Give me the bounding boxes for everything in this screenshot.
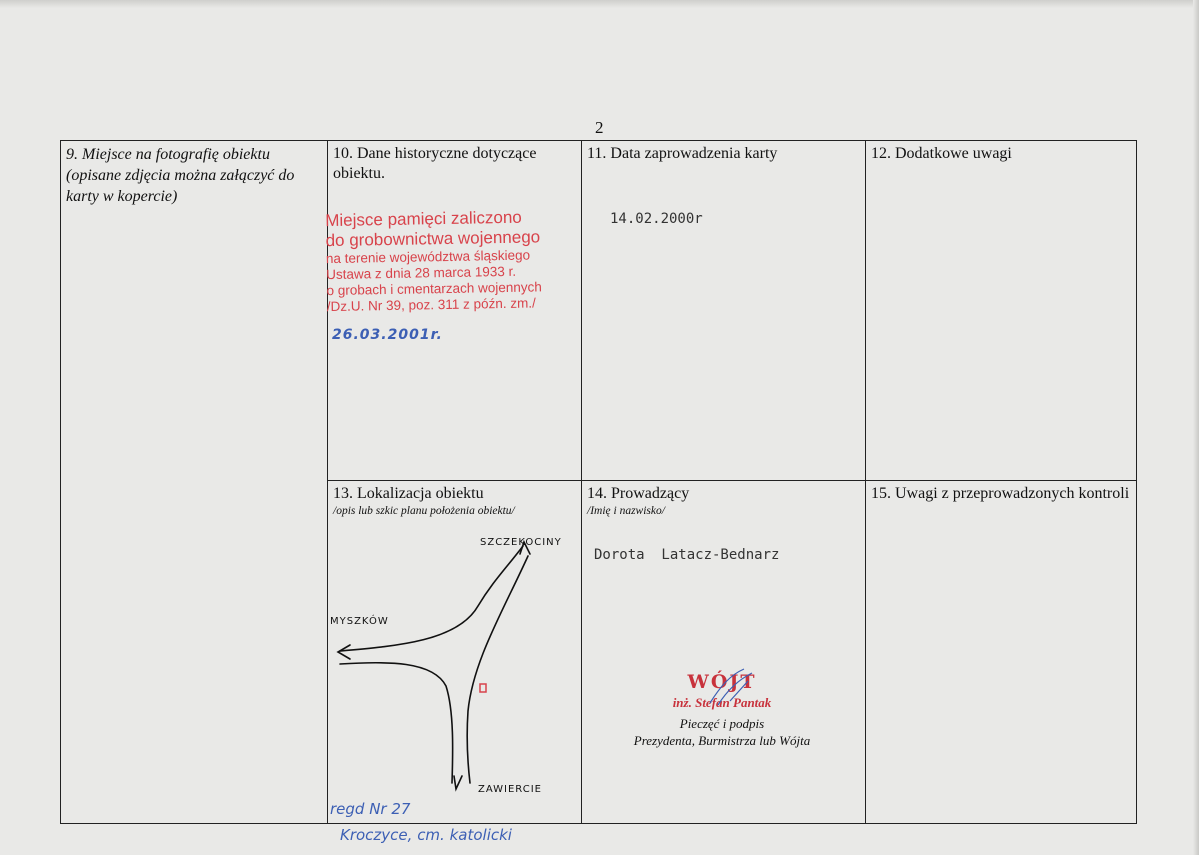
stamp-line-3: na terenie województwa śląskiego	[325, 247, 531, 267]
map-label-west: MYSZKÓW	[330, 616, 389, 627]
cell-location-title: 13. Lokalizacja obiektu	[333, 485, 484, 502]
cell-additional-remarks-title: 12. Dodatkowe uwagi	[871, 145, 1012, 162]
stamp-line-1: Miejsce pamięci zaliczono	[325, 207, 522, 231]
stamp-line-5: o grobach i cmentarzach wojennych	[326, 279, 542, 299]
official-signature-stamp	[622, 671, 822, 749]
arrow-south	[454, 776, 462, 789]
cell-additional-remarks	[866, 141, 1137, 481]
stamp-wojt-name: inż. Stefan Pantak	[672, 695, 772, 710]
handwritten-location-note: Kroczyce, cm. katolicki	[340, 826, 512, 844]
cell-photo-note: (opisane zdjęcia można załączyć do karty w kopercie)	[66, 167, 295, 205]
war-grave-stamp	[325, 207, 567, 315]
cell-keeper-sub: /Imię i nazwisko/	[587, 505, 665, 517]
cell-photo	[61, 141, 328, 824]
paper-top-edge	[0, 0, 1199, 8]
signature-caption-1: Pieczęć i podpis	[679, 716, 765, 731]
page-number: 2	[595, 118, 604, 137]
record-card-table	[60, 140, 1137, 824]
cell-date-title: 11. Data zaprowadzenia karty	[587, 145, 778, 162]
map-label-south: ZAWIERCIE	[478, 784, 542, 795]
cell-location	[328, 481, 582, 824]
cell-keeper-title: 14. Prowadzący	[587, 485, 690, 502]
cell-inspection-remarks	[866, 481, 1137, 824]
cell-keeper	[582, 481, 866, 824]
cell-history	[325, 141, 582, 481]
stamp-wojt-title: WÓJT	[687, 671, 757, 693]
signature-caption-2: Prezydenta, Burmistrza lub Wójta	[633, 733, 811, 748]
map-label-north: SZCZEKOCINY	[480, 537, 562, 548]
cell-inspection-remarks-title: 15. Uwagi z przeprowadzonych kontroli	[871, 485, 1130, 502]
stamp-handwritten-date: 26.03.2001r.	[332, 327, 443, 343]
object-location-marker	[480, 684, 486, 692]
stamp-line-2: do grobownictwa wojennego	[325, 227, 541, 251]
stamp-line-4: Ustawa z dnia 28 marca 1933 r.	[326, 263, 517, 283]
paper-right-edge	[1193, 0, 1199, 855]
road-west-south	[340, 663, 453, 783]
road-west-north	[340, 546, 523, 651]
cell-date	[582, 141, 866, 481]
road-north-south	[467, 556, 528, 783]
location-sketch-map	[328, 521, 582, 821]
keeper-name: Dorota Latacz-Bednarz	[594, 547, 780, 563]
cell-location-sub: /opis lub szkic planu położenia obiektu/	[333, 505, 515, 517]
card-date-value: 14.02.2000r	[610, 211, 703, 227]
cell-history-title: 10. Dane historyczne dotyczące obiektu.	[333, 145, 537, 182]
cell-photo-title: 9. Miejsce na fotografię obiektu	[66, 146, 270, 163]
handwritten-signature	[700, 667, 760, 707]
stamp-line-6: /Dz.U. Nr 39, poz. 311 z późn. zm./	[326, 295, 536, 314]
arrow-west	[338, 645, 350, 659]
handwritten-register-number: regd Nr 27	[330, 800, 411, 818]
bleed-through-text	[45, 118, 53, 133]
